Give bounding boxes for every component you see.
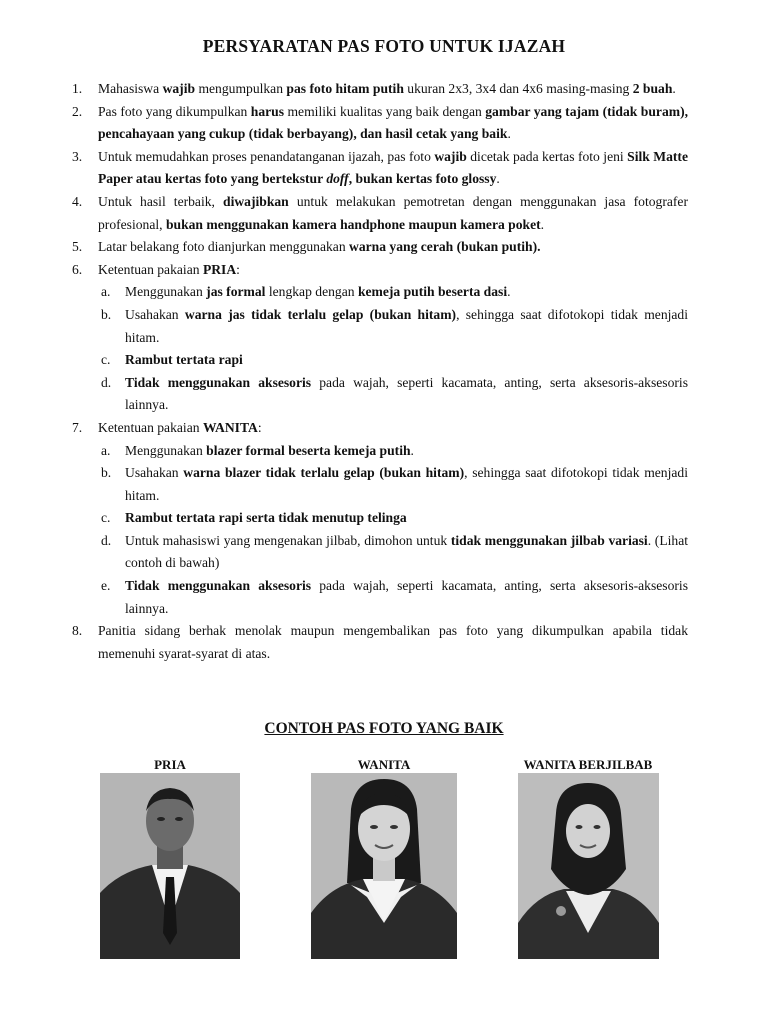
caption-pria: PRIA: [154, 757, 186, 772]
sub-item: [72, 372, 688, 417]
sub-item-text: Usahakan warna jas tidak terlalu gelap (bukan hitam), sehingga saat difotokopi tidak menjadi hitam.: [125, 306, 688, 345]
sub-item: [72, 304, 688, 349]
item-number: 3.: [72, 148, 83, 164]
item-text: Untuk hasil terbaik, diwajibkan untuk melakukan pemotretan dengan menggunakan jasa fotografer profesional, bukan menggunakan kamera handphone maupun kamera poket.: [98, 193, 688, 232]
sub-item-letter: e.: [101, 578, 111, 594]
item-number: 5.: [72, 239, 83, 255]
item-text: Mahasiswa wajib mengumpulkan pas foto hitam putih ukuran 2x3, 3x4 dan 4x6 masing-masing 2 buah.: [98, 81, 676, 96]
photo-wanita-berjilbab: [518, 773, 659, 959]
item-number: 7.: [72, 419, 83, 435]
requirement-item: [72, 620, 688, 665]
sub-item: [72, 507, 688, 530]
sub-item-letter: c.: [101, 352, 111, 368]
item-number: 1.: [72, 81, 83, 96]
sub-item-text: Tidak menggunakan aksesoris pada wajah, seperti kacamata, anting, serta aksesoris-aksesoris lainnya.: [125, 578, 688, 616]
page-title: PERSYARATAN PAS FOTO UNTUK IJAZAH: [202, 36, 566, 56]
sub-item-letter: d.: [101, 374, 112, 390]
item-number: 4.: [72, 193, 83, 209]
item-text: Ketentuan pakaian WANITA:: [98, 419, 262, 435]
requirement-item: [72, 259, 688, 282]
requirement-item: [72, 417, 688, 440]
caption-wanita-berjilbab: WANITA BERJILBAB: [523, 757, 653, 772]
sub-item-letter: a.: [101, 284, 111, 300]
item-text: Untuk memudahkan proses penandatanganan ijazah, pas foto wajib dicetak pada kertas foto jeni Silk Matte Paper atau kertas foto yang bertekstur doff, bukan kertas foto glossy.: [98, 148, 688, 187]
sub-item: [72, 530, 688, 575]
sub-item: [72, 462, 688, 507]
requirement-item: [72, 101, 688, 146]
item-text: Panitia sidang berhak menolak maupun mengembalikan pas foto yang dikumpulkan apabila tidak memenuhi syarat-syarat di atas.: [98, 623, 688, 661]
sub-item-text: Rambut tertata rapi serta tidak menutup telinga: [125, 510, 407, 526]
sub-item-text: Menggunakan blazer formal beserta kemeja putih.: [125, 442, 414, 458]
requirement-item: [72, 78, 688, 101]
caption-wanita: WANITA: [357, 757, 411, 772]
requirement-item: [72, 236, 688, 259]
item-text: Ketentuan pakaian PRIA:: [98, 261, 240, 277]
item-number: 2.: [72, 103, 83, 119]
sub-item-text: Menggunakan jas formal lengkap dengan kemeja putih beserta dasi.: [125, 284, 511, 300]
sub-item-letter: a.: [101, 442, 111, 458]
item-number: 6.: [72, 261, 83, 277]
sub-item: [72, 349, 688, 372]
photo-wanita: [311, 773, 457, 959]
sub-item-text: Rambut tertata rapi: [125, 352, 243, 368]
sub-item-letter: c.: [101, 510, 111, 526]
requirement-item: [72, 191, 688, 236]
sub-item-text: Tidak menggunakan aksesoris pada wajah, seperti kacamata, anting, serta aksesoris-aksesoris lainnya.: [125, 374, 688, 413]
sub-item-text: Untuk mahasiswi yang mengenakan jilbab, dimohon untuk tidak menggunakan jilbab variasi. (Lihat contoh di bawah): [125, 532, 689, 571]
requirement-item: [72, 146, 688, 191]
item-text: Latar belakang foto dianjurkan menggunakan warna yang cerah (bukan putih).: [98, 239, 541, 255]
item-number: 8.: [72, 623, 83, 639]
sub-item-letter: b.: [101, 465, 112, 481]
sample-section-title: CONTOH PAS FOTO YANG BAIK: [264, 720, 504, 737]
photo-pria: [100, 773, 240, 959]
sub-item: [72, 575, 688, 620]
item-text: Pas foto yang dikumpulkan harus memiliki kualitas yang baik dengan gambar yang tajam (tidak buram), pencahayaan yang cukup (tidak berbayang), dan hasil cetak yang baik.: [98, 103, 688, 142]
requirements-list: [72, 78, 688, 665]
sub-item: [72, 440, 688, 463]
sub-item: [72, 281, 688, 304]
sub-item-letter: b.: [101, 306, 112, 322]
sub-item-text: Usahakan warna blazer tidak terlalu gelap (bukan hitam), sehingga saat difotokopi tidak menjadi hitam.: [125, 465, 688, 503]
sub-item-letter: d.: [101, 532, 112, 548]
